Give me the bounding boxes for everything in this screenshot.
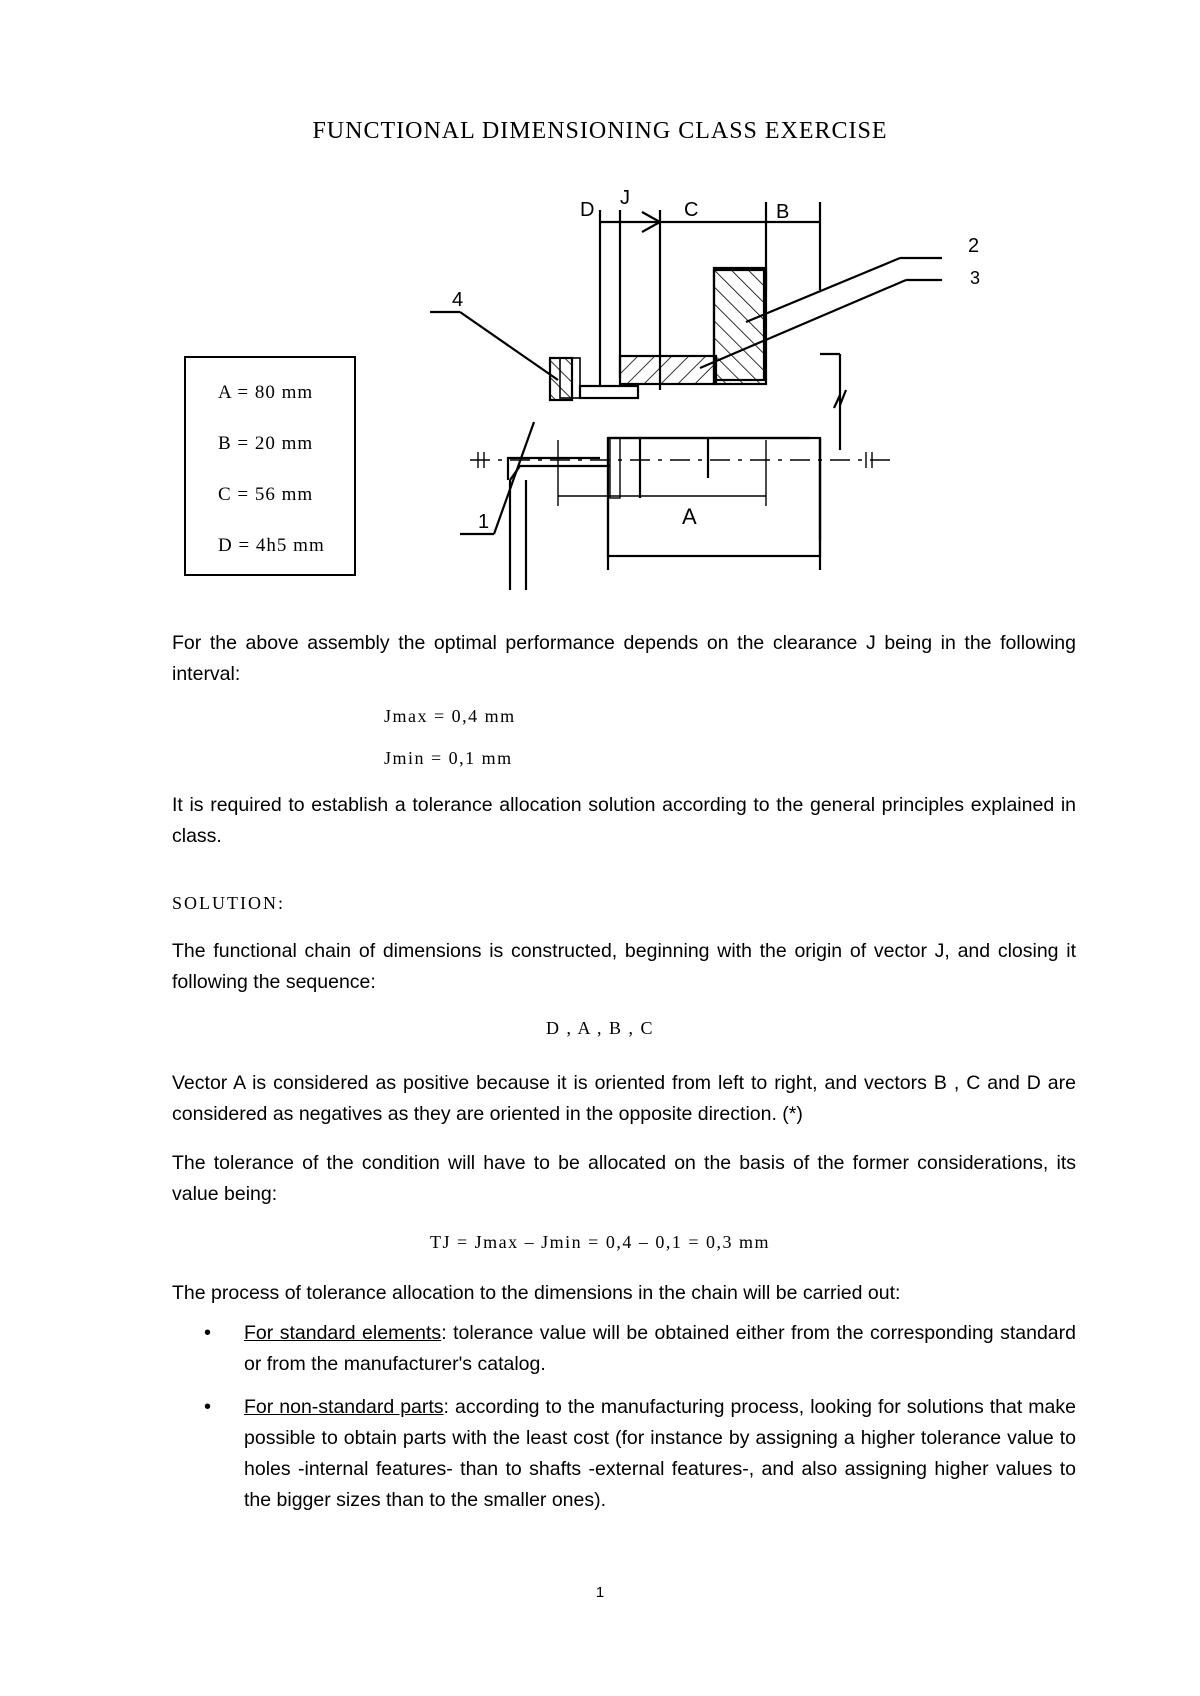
label-part-1: 1 [478,511,490,533]
label-part-3: 3 [970,268,981,288]
label-part-4: 4 [452,289,464,311]
tj-formula: TJ = Jmax – Jmin = 0,4 – 0,1 = 0,3 mm [430,1232,770,1252]
tolerance-paragraph: The tolerance of the condition will have to be allocated on the basis of the former considerations, its value being: [172,1152,1076,1205]
dimension-values-box [184,356,356,576]
bore-step [580,386,638,398]
intro-paragraph: For the above assembly the optimal performance depends on the clearance J being in the following interval: [172,632,1076,685]
dimension-d: D = 4h5 mm [218,535,325,556]
label-c: C [684,199,699,221]
bullet-2-symbol: • [204,1396,212,1418]
vector-paragraph: Vector A is considered as positive because it is oriented from left to right, and vectors B , C and D are considered as negatives as they are oriented in the opposite direction. (*) [172,1072,1076,1125]
bullet-1 [244,1318,1076,1380]
page-number: 1 [595,1584,605,1601]
label-b: B [776,201,790,223]
part-3-section [620,356,716,384]
page-title: FUNCTIONAL DIMENSIONING CLASS EXERCISE [312,118,888,144]
chain-paragraph: The functional chain of dimensions is constructed, beginning with the origin of vector J, and closing it following the sequence: [172,940,1076,993]
drawing-lines [430,202,942,590]
bullet-2 [244,1392,1076,1516]
label-j: J [620,190,630,209]
sequence-formula: D , A , B , C [545,1018,655,1038]
bullet-1-symbol: • [204,1322,212,1344]
part-4-section [550,358,572,400]
bullet-2-lead: For non-standard parts [244,1396,444,1418]
dimension-b: B = 20 mm [218,433,314,454]
label-d: D [580,199,595,221]
jmax-formula: Jmax = 0,4 mm [384,706,516,726]
process-paragraph: The process of tolerance allocation to the dimensions in the chain will be carried out: [172,1282,901,1304]
assembly-drawing [430,190,1050,590]
jmin-formula: Jmin = 0,1 mm [384,748,513,768]
bullet-1-lead: For standard elements [244,1322,442,1344]
bullet-1-text: : tolerance value will be obtained either from the corresponding standard or from the manufacturer's catalog. [244,1322,1076,1375]
part-2-section [714,268,766,384]
label-a: A [682,504,697,529]
requirement-paragraph: It is required to establish a tolerance allocation solution according to the general principles explained in class. [172,794,1076,847]
bullet-2-text: : according to the manufacturing process, looking for solutions that make possible to obtain parts with the least cost (for instance by assigning a higher tolerance value to holes -internal features- than to shafts -external features-, and also assigning higher values to the bigger sizes than to the smaller ones). [244,1396,1076,1511]
dimension-c: C = 56 mm [218,484,314,505]
label-part-2: 2 [968,235,980,257]
solution-heading: SOLUTION: [172,893,285,913]
dimension-a: A = 80 mm [218,382,314,403]
